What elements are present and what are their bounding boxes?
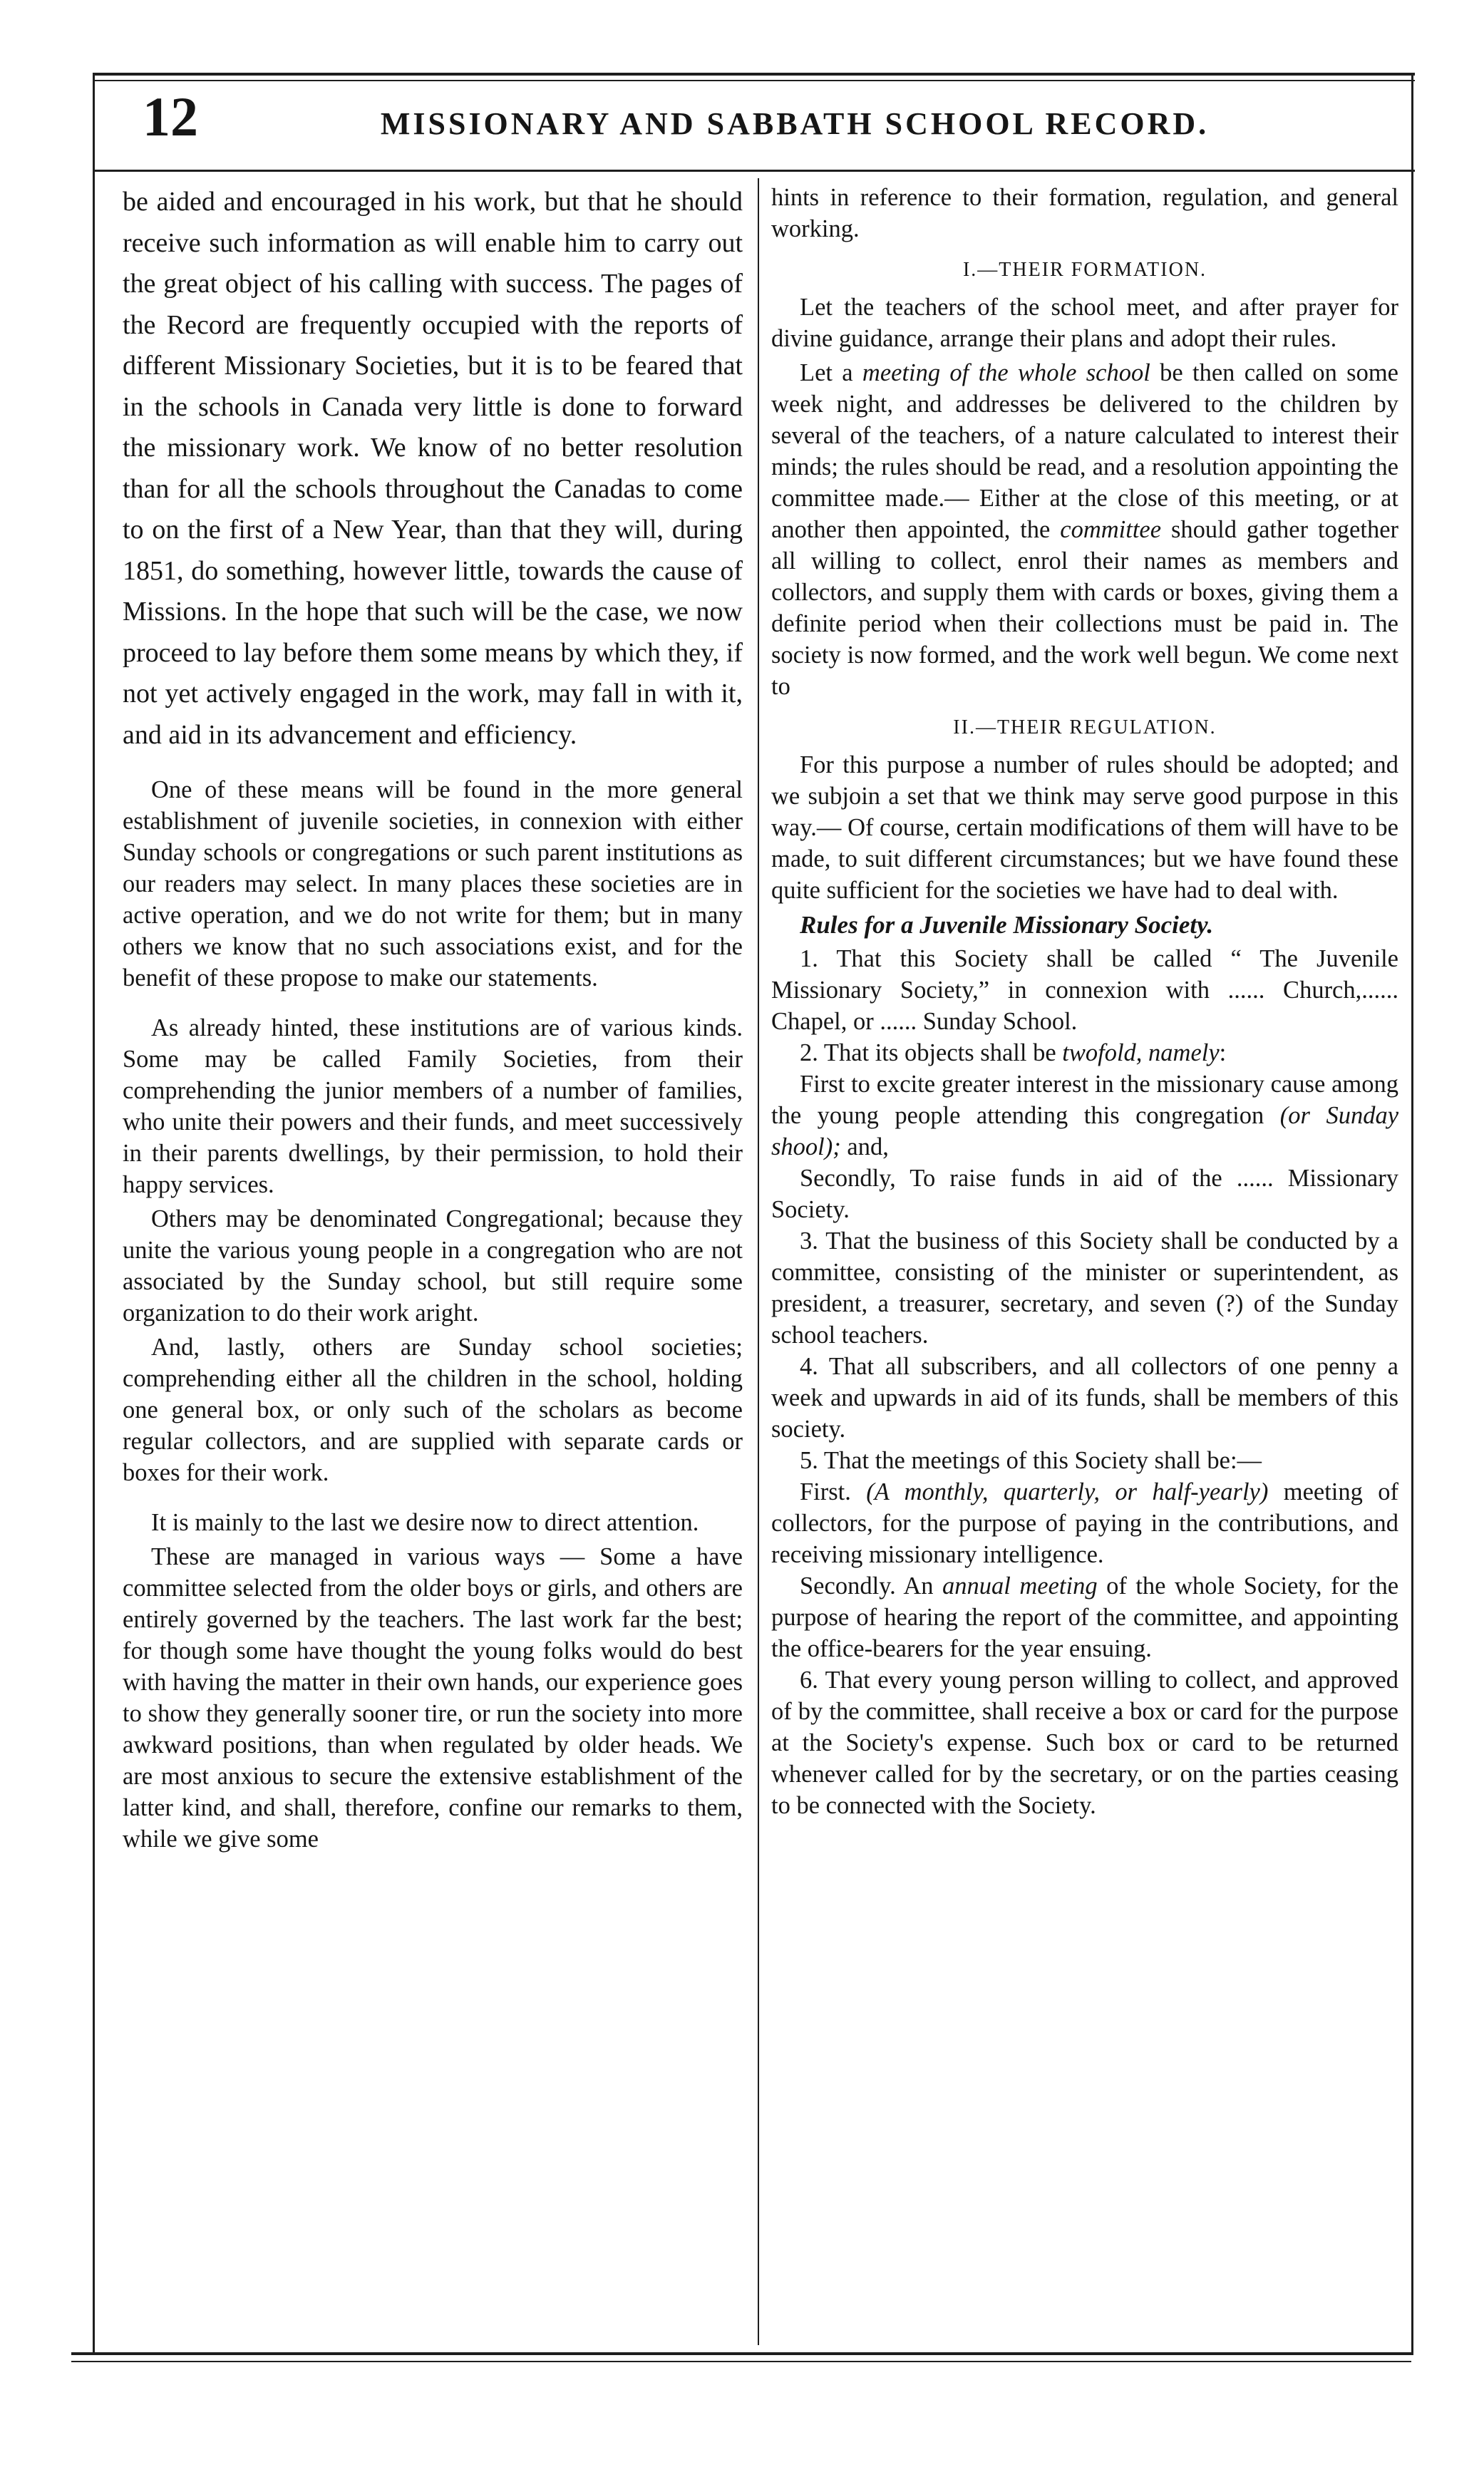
rule-subitem: Secondly, To raise funds in aid of the ...... Missionary Society. bbox=[771, 1165, 1398, 1223]
paragraph: hints in reference to their formation, regulation, and general working. bbox=[771, 184, 1398, 242]
paragraph: One of these means will be found in the more general establishment of juvenile societies, in connexion with either Sunday schools or congregations or such parent institutions as our readers may select. In many places these societies are in active operation, and we do not write for them; but in many others we know that no such associations exist, and for the benefit of these propose to make our statements. bbox=[123, 776, 743, 992]
left-border-rule bbox=[93, 74, 95, 2355]
section-heading: I.—THEIR FORMATION. bbox=[962, 259, 1207, 281]
paragraph: It is mainly to the last we desire now to direct attention. bbox=[151, 1509, 699, 1536]
top-border-rule-thin bbox=[93, 80, 1415, 81]
rule-item: 3. That the business of this Society shall be conducted by a committee, consisting of the minister or superintendent, as president, a treasurer, secretary, and seven (?) of the Sunday school teachers. bbox=[771, 1227, 1398, 1349]
paragraph: Let the teachers of the school meet, and after prayer for divine guidance, arrange their plans and adopt their rules. bbox=[771, 294, 1398, 352]
right-border-rule bbox=[1411, 74, 1413, 2355]
column-divider bbox=[758, 178, 759, 2345]
bottom-border-rule bbox=[71, 2352, 1411, 2355]
page-number: 12 bbox=[143, 86, 198, 148]
rules-title: Rules for a Juvenile Missionary Society. bbox=[800, 911, 1214, 939]
header-rule bbox=[93, 170, 1415, 172]
paragraph: Let a meeting of the whole school be then called on some week night, and addresses be delivered to the children by several of the teachers, of a nature calculated to interest their minds; the rules should be read, and a resolution appointing the committee made.— Either at the close of this meeting, or at another then appointed, the committee should gather together all willing to collect, enrol their names as members and collectors, and supply them with cards or boxes, giving them a definite period when their collections must be paid in. The society is now formed, and the work well begun. We come next to bbox=[771, 359, 1398, 700]
rule-subitem: First to excite greater interest in the missionary cause among the young people attending this congregation (or Sunday shool); and, bbox=[771, 1071, 1399, 1160]
paragraph: And, lastly, others are Sunday school societies; comprehending either all the children in the school, holding one general box, or only such of the scholars as become regular collectors, and are supplied with separate cards or boxes for their work. bbox=[123, 1334, 743, 1486]
rule-item: 4. That all subscribers, and all collectors of one penny a week and upwards in aid of its funds, shall be members of this society. bbox=[771, 1353, 1398, 1443]
rule-subitem: First. (A monthly, quarterly, or half-yearly) meeting of collectors, for the purpose of paying in the contributions, and receiving missionary intelligence. bbox=[771, 1478, 1399, 1568]
rule-item: 2. That its objects shall be twofold, namely: bbox=[800, 1039, 1227, 1066]
rule-subitem: Secondly. An annual meeting of the whole Society, for the purpose of hearing the report of the committee, and appointing the office-bearers for the year ensuing. bbox=[771, 1572, 1399, 1662]
paragraph: As already hinted, these institutions are of various kinds. Some may be called Family Societies, from their comprehending the junior members of a number of families, who unite their powers and their funds, and meet successively in their parents dwellings, by their permission, to hold their happy services. bbox=[123, 1014, 743, 1198]
right-column bbox=[771, 182, 1398, 1821]
rule-item: 1. That this Society shall be called “ The Juvenile Missionary Society,” in connexion with ...... Church,...... Chapel, or ...... Sunday School. bbox=[771, 945, 1398, 1035]
rule-item: 5. That the meetings of this Society shall be:— bbox=[800, 1447, 1262, 1474]
section-heading: II.—THEIR REGULATION. bbox=[953, 716, 1217, 738]
paragraph: For this purpose a number of rules should be adopted; and we subjoin a set that we think may serve good purpose in this way.— Of course, certain modifications of them will have to be made, to suit different circumstances; but we have found these quite sufficient for the societies we have had to deal with. bbox=[771, 751, 1398, 904]
paragraph: be aided and encouraged in his work, but that he should receive such information as will enable him to carry out the great object of his calling with success. The pages of the Record are frequently occupied with the reports of different Missionary Societies, but it is to be feared that in the schools in Canada very little is done to forward the missionary work. We know of no better resolution than for all the schools throughout the Canadas to come to on the first of a New Year, than that they will, during 1851, do something, however little, towards the cause of Missions. In the hope that such will be the case, we now proceed to lay before them some means by which they, if not yet actively engaged in the work, may fall in with it, and aid in its advancement and efficiency. bbox=[123, 187, 743, 750]
rule-item: 6. That every young person willing to collect, and approved of by the committee, shall receive a box or card for the purpose at the Society's expense. Such box or card to be returned whenever called for by the secretary, or on the parties ceasing to be connected with the Society. bbox=[771, 1667, 1398, 1819]
paragraph: Others may be denominated Congregational; because they unite the various young people in a congregation who are not associated by the Sunday school, but still require some organization to do their work aright. bbox=[123, 1205, 743, 1327]
top-border-rule bbox=[93, 73, 1415, 76]
bottom-border-rule-thin bbox=[71, 2361, 1411, 2362]
paragraph: These are managed in various ways — Some a have committee selected from the older boys or girls, and others are entirely governed by the teachers. The last work far the best; for though some have thought the young folks would do best with having the matter in their own hands, our experience goes to show they generally sooner tire, or run the society into more awkward positions, than when regulated by older heads. We are most anxious to secure the extensive establishment of the latter kind, and shall, therefore, confine our remarks to them, while we give some bbox=[123, 1543, 743, 1853]
left-column bbox=[123, 182, 743, 1858]
running-head: MISSIONARY AND SABBATH SCHOOL RECORD. bbox=[380, 106, 1210, 141]
